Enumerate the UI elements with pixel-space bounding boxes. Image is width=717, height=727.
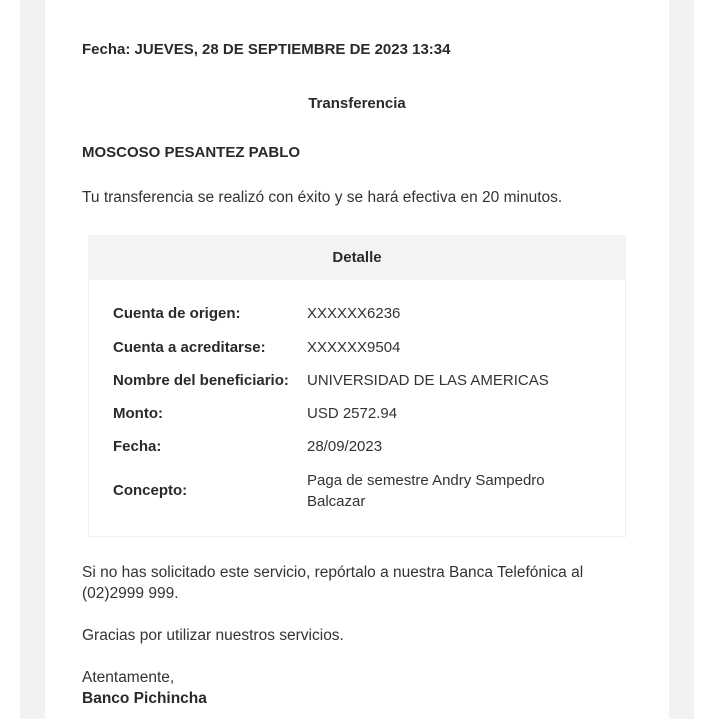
amount-label: Monto: xyxy=(113,405,163,422)
beneficiary-label: Nombre del beneficiario: xyxy=(113,372,289,389)
bank-signature: Banco Pichincha xyxy=(82,690,207,707)
detail-header: Detalle xyxy=(88,235,626,280)
beneficiary-value: UNIVERSIDAD DE LAS AMERICAS xyxy=(307,372,549,389)
fraud-warning: Si no has solicitado este servicio, repórtalo a nuestra Banca Telefónica al (02)2999 999. xyxy=(82,564,584,602)
date-value: 28/09/2023 xyxy=(307,438,383,455)
closing-salutation: Atentamente, xyxy=(82,669,175,686)
success-message: Tu transferencia se realizó con éxito y se hará efectiva en 20 minutos. xyxy=(82,189,563,206)
date-label: Fecha: xyxy=(113,438,162,455)
thanks-message: Gracias por utilizar nuestros servicios. xyxy=(82,627,344,644)
customer-name: MOSCOSO PESANTEZ PABLO xyxy=(82,144,301,161)
amount-value: USD 2572.94 xyxy=(307,405,398,422)
page-title: Transferencia xyxy=(308,95,406,112)
origin-account-value: XXXXXX6236 xyxy=(307,305,401,322)
origin-account-label: Cuenta de origen: xyxy=(113,305,241,322)
concept-label: Concepto: xyxy=(113,482,188,499)
destination-account-label: Cuenta a acreditarse: xyxy=(113,339,266,356)
destination-account-value: XXXXXX9504 xyxy=(307,339,401,356)
transaction-datetime: Fecha: JUEVES, 28 DE SEPTIEMBRE DE 2023 13:34 xyxy=(82,41,451,58)
concept-value: Paga de semestre Andry Sampedro Balcazar xyxy=(307,472,545,510)
